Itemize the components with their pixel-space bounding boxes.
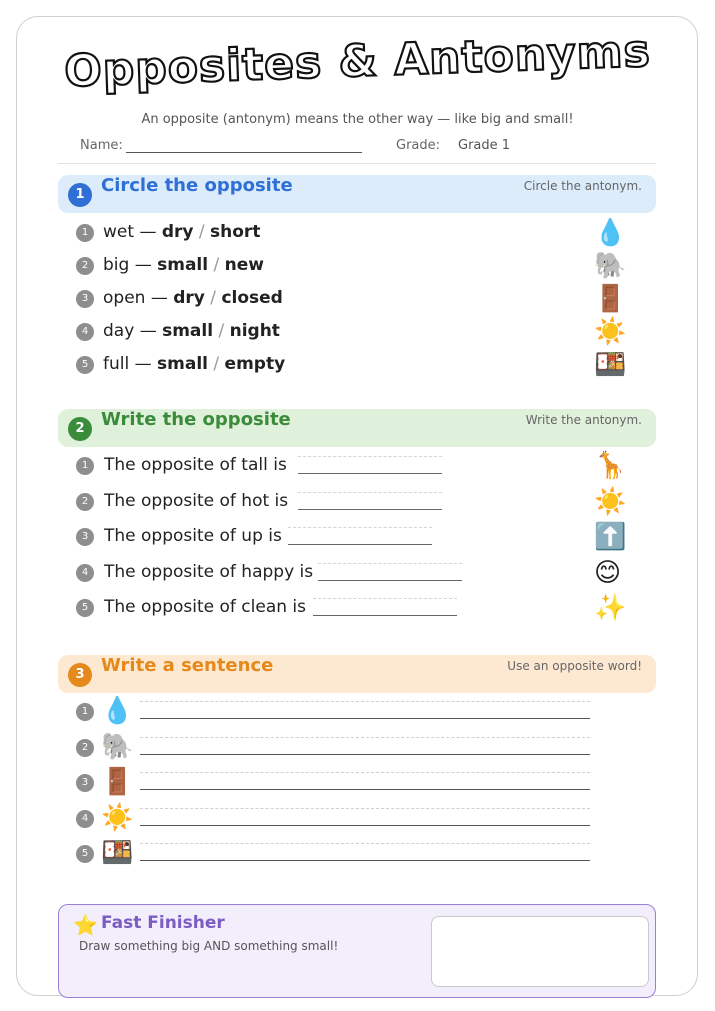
dash-separator: — xyxy=(134,354,152,374)
item-number: 3 xyxy=(76,774,94,792)
item-picture-icon: 🍱 xyxy=(101,838,134,868)
section-number-badge: 3 xyxy=(68,663,92,687)
grade-label: Grade: xyxy=(396,138,441,153)
dash-separator: — xyxy=(150,288,168,308)
question-word: wet xyxy=(103,222,135,242)
item-picture-icon: 🦒 xyxy=(594,451,627,481)
grade-value: Grade 1 xyxy=(458,138,511,153)
answer-option-b[interactable]: night xyxy=(229,321,280,341)
item-picture-icon: 🚪 xyxy=(594,284,627,314)
item-number: 1 xyxy=(76,224,94,242)
question-row xyxy=(103,321,280,341)
question-text: The opposite of tall is xyxy=(104,455,287,475)
section-1-banner xyxy=(58,175,656,213)
question-row xyxy=(103,354,285,374)
item-number: 3 xyxy=(76,528,94,546)
section-hint: Circle the antonym. xyxy=(523,179,642,193)
slash-separator: / xyxy=(213,255,220,275)
item-number: 2 xyxy=(76,739,94,757)
question-word: full xyxy=(103,354,130,374)
item-picture-icon: 🍱 xyxy=(594,350,627,380)
question-text: The opposite of happy is xyxy=(104,561,314,582)
item-number: 4 xyxy=(76,323,94,341)
sentence-writing-line[interactable] xyxy=(140,843,590,861)
slash-separator: / xyxy=(198,222,205,242)
fast-finisher-text: Draw something big AND something small! xyxy=(79,939,339,953)
item-picture-icon: ✨ xyxy=(594,593,627,623)
sentence-writing-line[interactable] xyxy=(140,737,590,755)
answer-blank[interactable] xyxy=(298,492,442,510)
question-text: The opposite of hot is xyxy=(104,490,289,511)
item-picture-icon: ⬆️ xyxy=(594,522,627,552)
section-hint: Write the antonym. xyxy=(525,413,642,427)
question-word: day xyxy=(103,321,135,341)
section-number-badge: 1 xyxy=(68,183,92,207)
question-row xyxy=(103,222,260,242)
header-divider xyxy=(58,163,656,164)
question-row xyxy=(103,255,264,275)
item-number: 2 xyxy=(76,493,94,511)
item-number: 1 xyxy=(76,703,94,721)
answer-option-b[interactable]: short xyxy=(210,222,261,242)
item-picture-icon: ☀️ xyxy=(594,317,627,347)
section-3-banner xyxy=(58,655,656,693)
item-number: 5 xyxy=(76,599,94,617)
page-title: Opposites & Antonyms xyxy=(63,25,652,98)
sentence-writing-line[interactable] xyxy=(140,808,590,826)
sentence-writing-line[interactable] xyxy=(140,772,590,790)
answer-blank[interactable] xyxy=(298,456,442,474)
page-subtitle: An opposite (antonym) means the other way — like big and small! xyxy=(141,112,574,127)
answer-option-b[interactable]: closed xyxy=(221,288,283,308)
answer-option-a[interactable]: dry xyxy=(173,288,205,308)
question-word: open xyxy=(103,288,146,308)
answer-blank[interactable] xyxy=(318,563,462,581)
slash-separator: / xyxy=(213,354,220,374)
question-row xyxy=(103,288,283,308)
answer-option-a[interactable]: small xyxy=(157,255,209,275)
item-picture-icon: ☀️ xyxy=(101,802,134,833)
section-title: Circle the opposite xyxy=(101,175,293,196)
answer-option-a[interactable]: dry xyxy=(161,222,194,242)
dash-separator: — xyxy=(139,321,157,341)
item-picture-icon: 💧 xyxy=(594,218,627,248)
slash-separator: / xyxy=(218,321,225,341)
drawing-area[interactable] xyxy=(431,916,649,987)
slash-separator: / xyxy=(210,288,217,308)
section-2-banner xyxy=(58,409,656,447)
item-number: 3 xyxy=(76,290,94,308)
item-number: 1 xyxy=(76,457,94,475)
name-field[interactable] xyxy=(126,152,362,153)
item-number: 4 xyxy=(76,810,94,828)
item-picture-icon: ☀️ xyxy=(594,486,627,517)
section-hint: Use an opposite word! xyxy=(507,659,642,673)
question-text: The opposite of up is xyxy=(104,526,282,546)
answer-option-a[interactable]: small xyxy=(157,354,208,374)
star-icon: ⭐ xyxy=(73,913,98,937)
answer-blank[interactable] xyxy=(313,598,457,616)
fast-finisher-box xyxy=(58,904,656,998)
dash-separator: — xyxy=(139,222,157,242)
question-text: The opposite of clean is xyxy=(104,597,307,617)
item-number: 5 xyxy=(76,845,94,863)
name-label: Name: xyxy=(80,138,123,153)
item-number: 5 xyxy=(76,356,94,374)
item-picture-icon: 🐘 xyxy=(594,251,627,281)
item-picture-icon: 💧 xyxy=(101,696,134,726)
question-word: big xyxy=(103,255,130,275)
answer-blank[interactable] xyxy=(288,527,432,545)
sentence-writing-line[interactable] xyxy=(140,701,590,719)
item-number: 4 xyxy=(76,564,94,582)
item-number: 2 xyxy=(76,257,94,275)
item-picture-icon: 🐘 xyxy=(101,731,134,762)
item-picture-icon: 🚪 xyxy=(101,767,134,797)
section-number-badge: 2 xyxy=(68,417,92,441)
section-title: Write a sentence xyxy=(101,655,274,676)
section-title: Write the opposite xyxy=(101,409,291,430)
item-picture-icon: 😊 xyxy=(594,557,622,588)
fast-finisher-title: Fast Finisher xyxy=(101,913,225,933)
dash-separator: — xyxy=(134,255,152,275)
answer-option-b[interactable]: new xyxy=(224,255,264,275)
answer-option-b[interactable]: empty xyxy=(224,354,286,374)
answer-option-a[interactable]: small xyxy=(162,321,214,341)
